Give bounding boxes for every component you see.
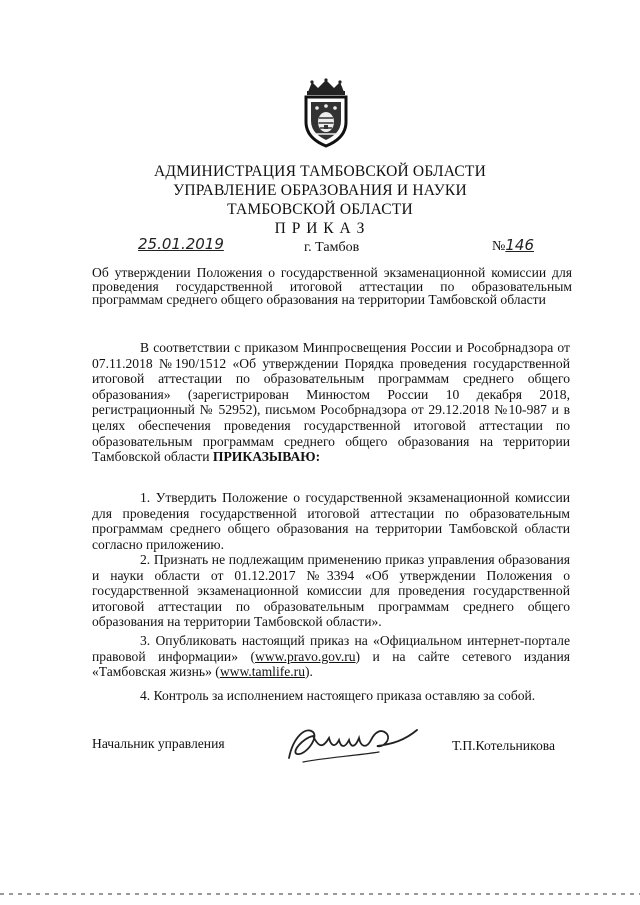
tamlife-link[interactable]: www.tamlife.ru [219,664,305,680]
header-block [60,162,580,238]
city-label: г. Тамбов [304,240,360,255]
scan-edge-divider [0,893,640,895]
department-name: УПРАВЛЕНИЕ ОБРАЗОВАНИЯ И НАУКИ [173,182,467,199]
pravo-link[interactable]: www.pravo.gov.ru [255,648,356,664]
order-item-1: 1. Утвердить Положение о государственной экзаменационной комиссии для проведения государственной итоговой аттестации по образовательным программам среднего общего образования на территории Тамбовской области согласно приложению. [92,490,570,552]
signer-position: Начальник управления [92,736,225,751]
item3-text: 3. Опубликовать настоящий приказ на «Официальном интернет-портале правовой информации» ( [92,633,570,664]
number-value: 146 [505,236,534,254]
signer-name: Т.П.Котельникова [452,738,556,753]
region-name: ТАМБОВСКОЙ ОБЛАСТИ [227,201,413,218]
document-type: П Р И К А З [274,220,366,237]
order-date: 25.01.2019 [138,235,224,253]
handwritten-signature [283,718,423,773]
number-prefix: № [492,239,506,254]
order-number [492,236,534,255]
order-subject: Об утверждении Положения о государственной экзаменационной комиссии для проведения государственной итоговой аттестации по образовательным программам среднего общего образования на территории Тамбовской области [92,265,572,307]
order-item-2: 2. Признать не подлежащим применению приказ управления образования и науки области от 01.12.2017 №3394 «Об утверждении Положения о государственной экзаменационной комиссии для проведения государственной итоговой аттестации по образовательным программам среднего общего образования на территории Тамбовской области». [92,552,570,630]
order-word: ПРИКАЗЫВАЮ: [212,449,321,465]
org-name: АДМИНИСТРАЦИЯ ТАМБОВСКОЙ ОБЛАСТИ [154,163,486,180]
order-item-4: 4. Контроль за исполнением настоящего приказа оставляю за собой. [140,688,536,703]
item3-end: ). [305,664,313,680]
item3-mid: ) и на сайте сетевого издания «Тамбовская жизнь» ( [92,648,570,680]
order-item-3 [92,633,570,680]
tambov-coat-of-arms-icon [298,78,354,148]
preamble-text: В соответствии с приказом Минпросвещения России и Рособрнадзора от 07.11.2018 №190/1512 «Об утверждении Порядка проведения государственной итоговой аттестации по образовательным программам среднего общего образования» (зарегистрирован Минюстом России 10 декабря 2018, регистрационный № 52952), письмом Рособрнадзора от 29.12.2018 №10-987 и в целях обеспечения проведения государственной итоговой аттестации по образовательным программам среднего общего образования на территории Тамбовской области [92,340,570,465]
preamble [92,340,570,465]
